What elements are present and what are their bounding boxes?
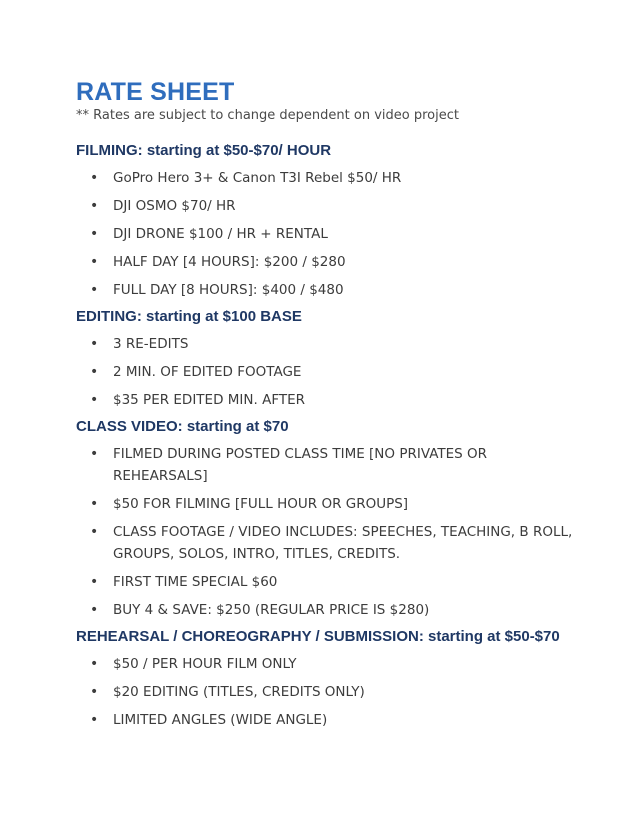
list-item-text: 2 MIN. OF EDITED FOOTAGE <box>113 364 302 380</box>
bullet-icon: • <box>90 656 99 672</box>
bullet-icon: • <box>90 524 99 540</box>
list-item <box>76 521 588 565</box>
section-heading-rehearsal: REHEARSAL / CHOREOGRAPHY / SUBMISSION: starting at $50-$70 <box>76 628 560 645</box>
section-filming <box>76 141 596 301</box>
list-item <box>76 493 596 515</box>
section-class-video <box>76 417 596 621</box>
list-item-text: FULL DAY [8 HOURS]: $400 / $480 <box>113 282 344 298</box>
section-heading-filming: FILMING: starting at $50-$70/ HOUR <box>76 142 332 159</box>
bullet-icon: • <box>90 254 99 270</box>
list-item-text: FIRST TIME SPECIAL $60 <box>113 574 278 590</box>
list-item-text: $35 PER EDITED MIN. AFTER <box>113 392 305 408</box>
list-item <box>76 681 596 703</box>
list-item-text: CLASS FOOTAGE / VIDEO INCLUDES: SPEECHES, TEACHING, B ROLL, GROUPS, SOLOS, INTRO, TITLES, CREDITS. <box>113 524 573 562</box>
bullet-icon: • <box>90 336 99 352</box>
bullet-icon: • <box>90 684 99 700</box>
list-item <box>76 167 596 189</box>
bullet-icon: • <box>90 446 99 462</box>
list-item <box>76 389 596 411</box>
list-item <box>76 653 596 675</box>
list-item-text: $50 / PER HOUR FILM ONLY <box>113 656 297 672</box>
bullet-icon: • <box>90 364 99 380</box>
list-item-text: FILMED DURING POSTED CLASS TIME [NO PRIVATES OR REHEARSALS] <box>113 446 488 484</box>
list-item-text: DJI OSMO $70/ HR <box>113 198 236 214</box>
rehearsal-rate-list <box>76 653 596 731</box>
list-item-text: DJI DRONE $100 / HR + RENTAL <box>113 226 328 242</box>
bullet-icon: • <box>90 712 99 728</box>
bullet-icon: • <box>90 392 99 408</box>
list-item <box>76 709 596 731</box>
rate-sheet-document <box>76 78 596 731</box>
list-item <box>76 443 533 487</box>
list-item <box>76 599 596 621</box>
bullet-icon: • <box>90 602 99 618</box>
list-item <box>76 333 596 355</box>
bullet-icon: • <box>90 226 99 242</box>
list-item-text: LIMITED ANGLES (WIDE ANGLE) <box>113 712 328 728</box>
list-item-text: 3 RE-EDITS <box>113 336 189 352</box>
bullet-icon: • <box>90 574 99 590</box>
editing-rate-list <box>76 333 596 411</box>
list-item <box>76 361 596 383</box>
list-item-text: HALF DAY [4 HOURS]: $200 / $280 <box>113 254 346 270</box>
section-heading-editing: EDITING: starting at $100 BASE <box>76 308 302 325</box>
class-video-rate-list <box>76 443 596 621</box>
bullet-icon: • <box>90 496 99 512</box>
list-item <box>76 279 596 301</box>
bullet-icon: • <box>90 170 99 186</box>
list-item-text: GoPro Hero 3+ & Canon T3I Rebel $50/ HR <box>113 170 402 186</box>
list-item <box>76 251 596 273</box>
list-item-text: $50 FOR FILMING [FULL HOUR OR GROUPS] <box>113 496 409 512</box>
list-item-text: BUY 4 & SAVE: $250 (REGULAR PRICE IS $280) <box>113 602 430 618</box>
page-title: RATE SHEET <box>76 78 235 106</box>
list-item <box>76 195 596 217</box>
filming-rate-list <box>76 167 596 301</box>
section-rehearsal <box>76 627 596 731</box>
bullet-icon: • <box>90 198 99 214</box>
list-item <box>76 223 596 245</box>
list-item <box>76 571 596 593</box>
section-editing <box>76 307 596 411</box>
bullet-icon: • <box>90 282 99 298</box>
list-item-text: $20 EDITING (TITLES, CREDITS ONLY) <box>113 684 365 700</box>
section-heading-class-video: CLASS VIDEO: starting at $70 <box>76 418 289 435</box>
rates-disclaimer-note: ** Rates are subject to change dependent on video project <box>76 108 459 123</box>
